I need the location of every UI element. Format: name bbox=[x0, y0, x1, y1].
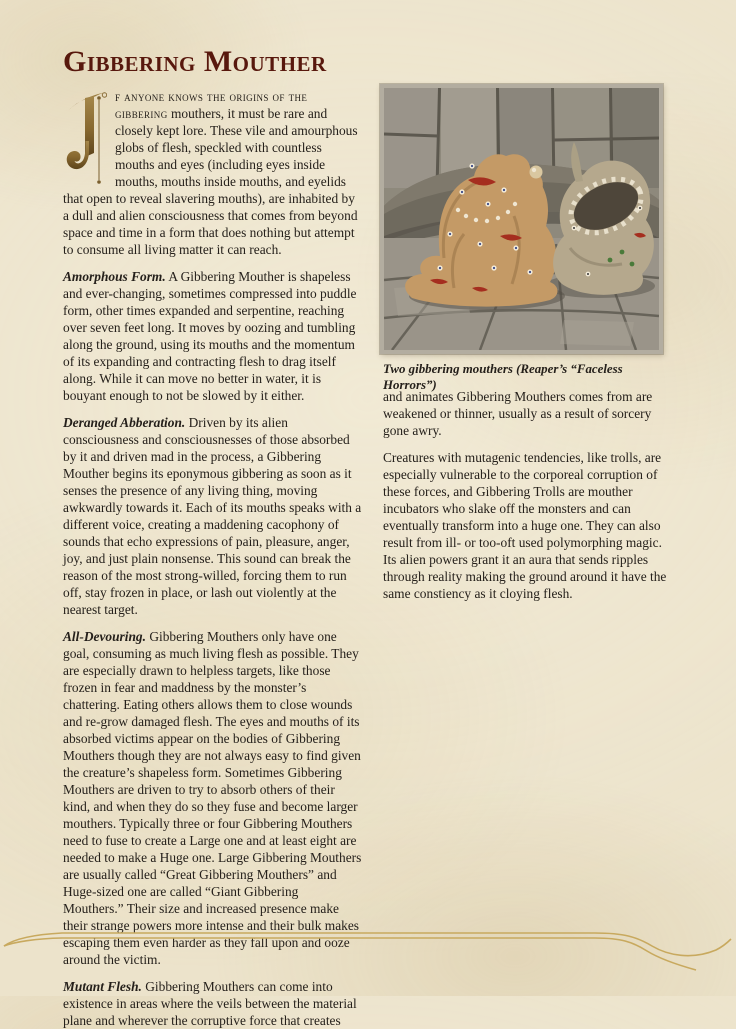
paragraph-mutagenic: Creatures with mutagenic tendencies, like trolls, are especially vulnerable to the corporeal corruption of these forces, and Gibbering Trolls are mouther incubators who slake off the monsters and can eventually transform into a huge one. They can also result from ill- or too-oft used polymorphing magic. Its alien powers grant it an aura that sends ripples through reality making the ground around it have the same constiency as it cloying flesh. bbox=[383, 450, 667, 601]
miniatures-photo bbox=[380, 84, 663, 354]
paragraph-text: A Gibbering Mouther is shapeless and ever-changing, sometimes compressed into puddle form, other times expanded and serpentine, reaching over seven feet long. It moves by oozing and tumbling along the ground, using its mouths and the momentum of its expanding and contracting flesh to drag itself along. While it can move no better in water, it is bouyant enough to not be slowed by it either. bbox=[63, 269, 357, 403]
paragraph-text: Gibbering Mouthers can come into existence in areas where the veils between the material plane and wherever the corruptive force that creates bbox=[63, 979, 357, 1028]
paragraph-amorphous-form bbox=[63, 268, 362, 404]
paragraph-deranged-abberation bbox=[63, 414, 362, 618]
paragraph-all-devouring bbox=[63, 628, 362, 968]
paragraph-heading: Deranged Abberation. bbox=[63, 415, 186, 430]
paragraph-text: Driven by its alien consciousness and consciousnesses of those absorbed by it and driven mad in the process, a Gibbering Mouther begins its eponymous gibbering as soon as it senses the presence of any living thing, moving awkwardly towards it. Each of its mouths speaks with a different voice, creating a maddening cacophony of sounds that echo expressions of pain, pleasure, anger, joy, and just plain nonsense. This sound can break the reason of the most strong-willed, forcing them to run off, stay frozen in place, or lash out violently at the nearest target. bbox=[63, 415, 362, 617]
photo-caption: Two gibbering mouthers (Reaper’s “Faceless Horrors”) bbox=[383, 362, 623, 392]
intro-lead-smallcaps: f anyone knows the origins of the gibbering bbox=[115, 89, 308, 121]
intro-paragraph bbox=[63, 88, 362, 258]
paragraph-heading: All-Devouring. bbox=[63, 629, 146, 644]
paragraph-mutant-flesh bbox=[63, 978, 362, 1029]
dropcap-letter-i bbox=[63, 91, 107, 188]
paragraph-continuation: and animates Gibbering Mouthers comes from are weakened or thinner, usually as a result of sorcery gone awry. bbox=[383, 389, 653, 438]
intro-text: mouthers, it must be rare and closely kept lore. These vile and amourphous globs of flesh, speckled with countless mouths and eyes (including eyes inside mouths, mouths inside mouths, and eyelids that open to reveal slavering mouths), are inhabited by a dull and alien consciousness that comes from beyond space and time in a form that does nothing but attempt to consume all living matter it can reach. bbox=[63, 106, 358, 257]
paragraph-heading: Amorphous Form. bbox=[63, 269, 166, 284]
footer-ornament bbox=[0, 924, 736, 972]
paragraph-text: Gibbering Mouthers only have one goal, consuming as much living flesh as possible. They are especially drawn to helpless targets, like those frozen in fear and maddness by the monster’s chattering. Eating others allows them to close wounds and re-grow damaged flesh. The eyes and mouths of its absorbed victims appear on the bodies of Gibbering Mouthers though they are not always easy to find given the creature’s shapeless form. Sometimes Gibbering Mouthers are driven to try to absorb others of their kind, and when they do so they fuse and become larger mouthers. Typically three or four Gibbering Mouthers need to fuse to create a Large one and at least eight are needed to make a Huge one. Large Gibbering Mouthers are usually called “Great Gibbering Mouthers” and Huge-sized one are called “Giant Gibbering Mouthers.” Their size and increased presence make their strange powers more intense and their bulk makes escaping them even harder as they fall upon and ooze around the victim. bbox=[63, 629, 362, 967]
left-column bbox=[63, 46, 362, 1029]
right-column bbox=[383, 388, 677, 602]
page-title: Gibbering Mouther bbox=[63, 45, 327, 78]
paragraph-heading: Mutant Flesh. bbox=[63, 979, 142, 994]
